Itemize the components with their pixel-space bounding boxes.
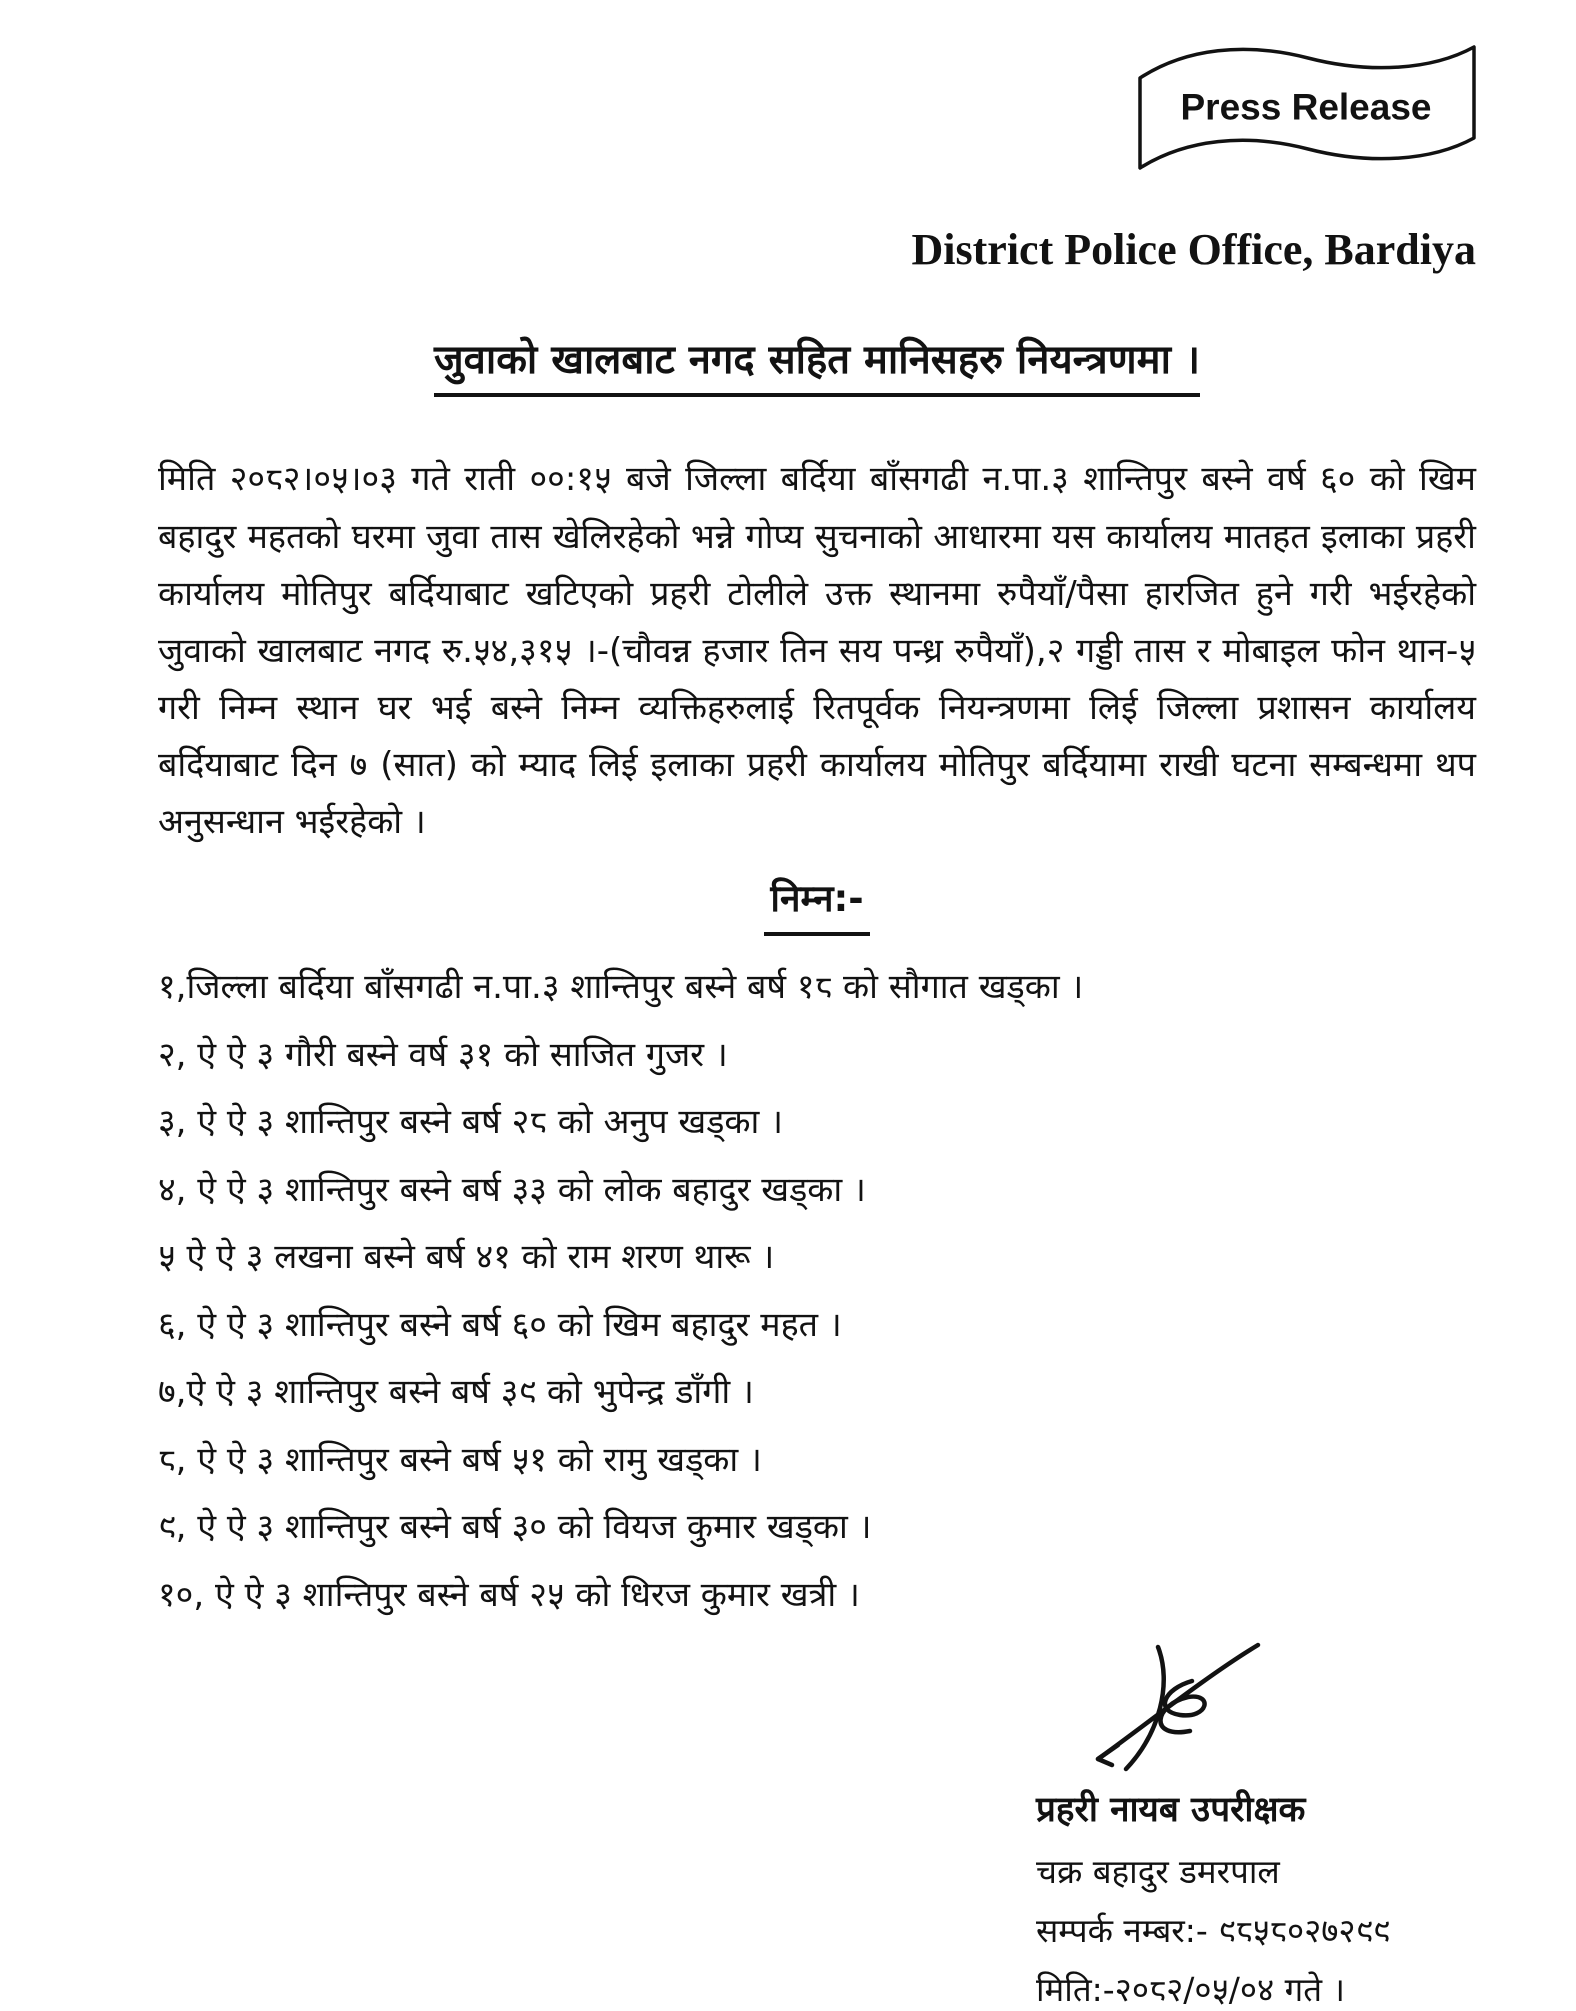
signatory-designation: प्रहरी नायब उपरीक्षक (1036, 1790, 1306, 1831)
release-date: मिति:-२०८२/०५/०४ गते । (1036, 1970, 1346, 2010)
list-item: ८, ऐ ऐ ३ शान्तिपुर बस्ने बर्ष ५१ को रामु खड्का । (158, 1439, 762, 1480)
press-release-ribbon (1130, 34, 1482, 184)
list-item: ४, ऐ ऐ ३ शान्तिपुर बस्ने बर्ष ३३ को लोक बहादुर खड्का । (158, 1169, 866, 1210)
list-item: २, ऐ ऐ ३ गौरी बस्ने वर्ष ३१ को साजित गुजर । (158, 1034, 728, 1075)
contact-number: सम्पर्क नम्बर:- ९८५८०२७२९९ (1036, 1911, 1390, 1951)
list-heading (158, 871, 1476, 936)
suspect-list (158, 966, 1476, 1616)
body-paragraph: मिति २०८२।०५।०३ गते राती ००:१५ बजे जिल्ला बर्दिया बाँसगढी न.पा.३ शान्तिपुर बस्ने वर्ष ६० को खिम बहादुर महतको घरमा जुवा तास खेलिरहेको भन्ने गोप्य सुचनाको आधारमा यस कार्यालय मातहत इलाका प्रहरी कार्यालय मोतिपुर बर्दियाबाट खटिएको प्रहरी टोलीले उक्त स्थानमा रुपैयाँ/पैसा हारजित हुने गरी भईरहेको जुवाको खालबाट नगद रु.५४,३१५ ।-(चौवन्न हजार तिन सय पन्ध्र रुपैयाँ),२ गड्डी तास र मोबाइल फोन थान-५ गरी निम्न स्थान घर भई बस्ने निम्न व्यक्तिहरुलाई रितपूर्वक नियन्त्रणमा लिई जिल्ला प्रशासन कार्यालय बर्दियाबाट दिन ७ (सात) को म्याद लिई इलाका प्रहरी कार्यालय मोतिपुर बर्दियामा राखी घटना सम्बन्धमा थप अनुसन्धान भईरहेको । (158, 459, 1476, 843)
document-title (158, 330, 1476, 397)
ribbon-label: Press Release (1180, 86, 1432, 128)
list-item: १,जिल्ला बर्दिया बाँसगढी न.पा.३ शान्तिपुर बस्ने बर्ष १८ को सौगात खड्का । (158, 967, 1084, 1008)
signature-block (1036, 1641, 1476, 2011)
signatory-name: चक्र बहादुर डमरपाल (1036, 1852, 1280, 1892)
document-title-text: जुवाको खालबाट नगद सहित मानिसहरु नियन्त्रणमा । (434, 330, 1200, 397)
list-item: ७,ऐ ऐ ३ शान्तिपुर बस्ने बर्ष ३९ को भुपेन्द्र डाँगी । (158, 1372, 754, 1413)
list-item: ५ ऐ ऐ ३ लखना बस्ने बर्ष ४१ को राम शरण थारू । (158, 1237, 775, 1278)
list-item: ३, ऐ ऐ ३ शान्तिपुर बस्ने बर्ष २८ को अनुप खड्का । (158, 1102, 784, 1143)
list-item: १०, ऐ ऐ ३ शान्तिपुर बस्ने बर्ष २५ को धिरज कुमार खत्री । (158, 1574, 860, 1615)
list-item: ९, ऐ ऐ ३ शान्तिपुर बस्ने बर्ष ३० को वियज कुमार खड्का । (158, 1507, 872, 1548)
list-heading-text: निम्न:- (764, 871, 869, 936)
office-title: District Police Office, Bardiya (911, 225, 1476, 274)
handwritten-signature-icon (1088, 1641, 1273, 1781)
list-item: ६, ऐ ऐ ३ शान्तिपुर बस्ने बर्ष ६० को खिम बहादुर महत । (158, 1304, 842, 1345)
